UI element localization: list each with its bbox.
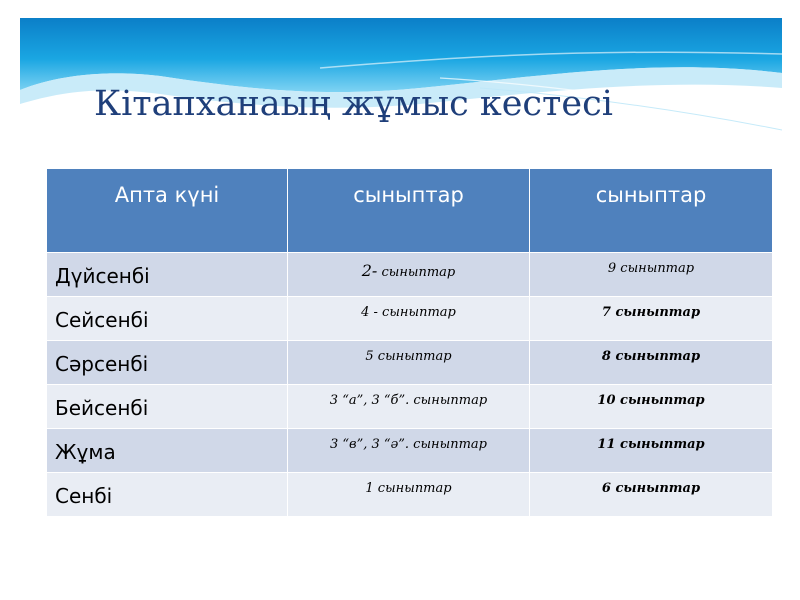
classes-value: 4 - сыныптар (361, 305, 456, 320)
table-row (47, 429, 773, 473)
classes-cell (288, 297, 530, 341)
header-classes-2: сыныптар (530, 169, 773, 253)
day-cell (47, 297, 288, 341)
table-row (47, 297, 773, 341)
classes-value: 11 сыныптар (597, 437, 705, 452)
schedule-table (46, 168, 773, 517)
day-cell (47, 385, 288, 429)
classes-value: 7 сыныптар (601, 305, 701, 320)
classes-value: 1 сыныптар (365, 481, 452, 496)
day-cell (47, 429, 288, 473)
day-cell (47, 253, 288, 297)
classes-cell (530, 473, 773, 517)
classes-value: 6 сыныптар (601, 481, 701, 496)
classes-value: 5 сыныптар (365, 349, 452, 364)
day-label: Сенбі (55, 484, 113, 508)
classes-cell (288, 429, 530, 473)
classes-cell (530, 341, 773, 385)
table-row (47, 473, 773, 517)
classes-value: 3 “а”, 3 “б”. сыныптар (329, 393, 488, 408)
classes-rest: сыныптар (377, 265, 456, 280)
table-row (47, 341, 773, 385)
classes-cell (288, 253, 530, 297)
classes-lead: 2- (361, 261, 378, 280)
table-header-row (47, 169, 773, 253)
day-label: Дүйсенбі (55, 264, 150, 288)
day-cell (47, 473, 288, 517)
page-title: Кітапханаың жұмыс кестесі (94, 84, 613, 124)
classes-cell (530, 429, 773, 473)
classes-cell (288, 385, 530, 429)
classes-cell (288, 473, 530, 517)
classes-cell (530, 385, 773, 429)
header-weekday: Апта күні (47, 169, 288, 253)
day-cell (47, 341, 288, 385)
classes-cell (288, 341, 530, 385)
header-classes-1: сыныптар (288, 169, 530, 253)
classes-value: 10 сыныптар (597, 393, 705, 408)
classes-value (288, 253, 529, 280)
classes-value: 8 сыныптар (601, 349, 701, 364)
table-row (47, 385, 773, 429)
day-label: Жұма (55, 440, 116, 464)
day-label: Сейсенбі (55, 308, 149, 332)
table-row (47, 253, 773, 297)
classes-cell (530, 297, 773, 341)
day-label: Бейсенбі (55, 396, 149, 420)
day-label: Сәрсенбі (55, 352, 149, 376)
classes-cell (530, 253, 773, 297)
classes-value: 9 сыныптар (607, 261, 695, 276)
classes-value: 3 “в”, 3 “ә”. сыныптар (330, 437, 487, 452)
